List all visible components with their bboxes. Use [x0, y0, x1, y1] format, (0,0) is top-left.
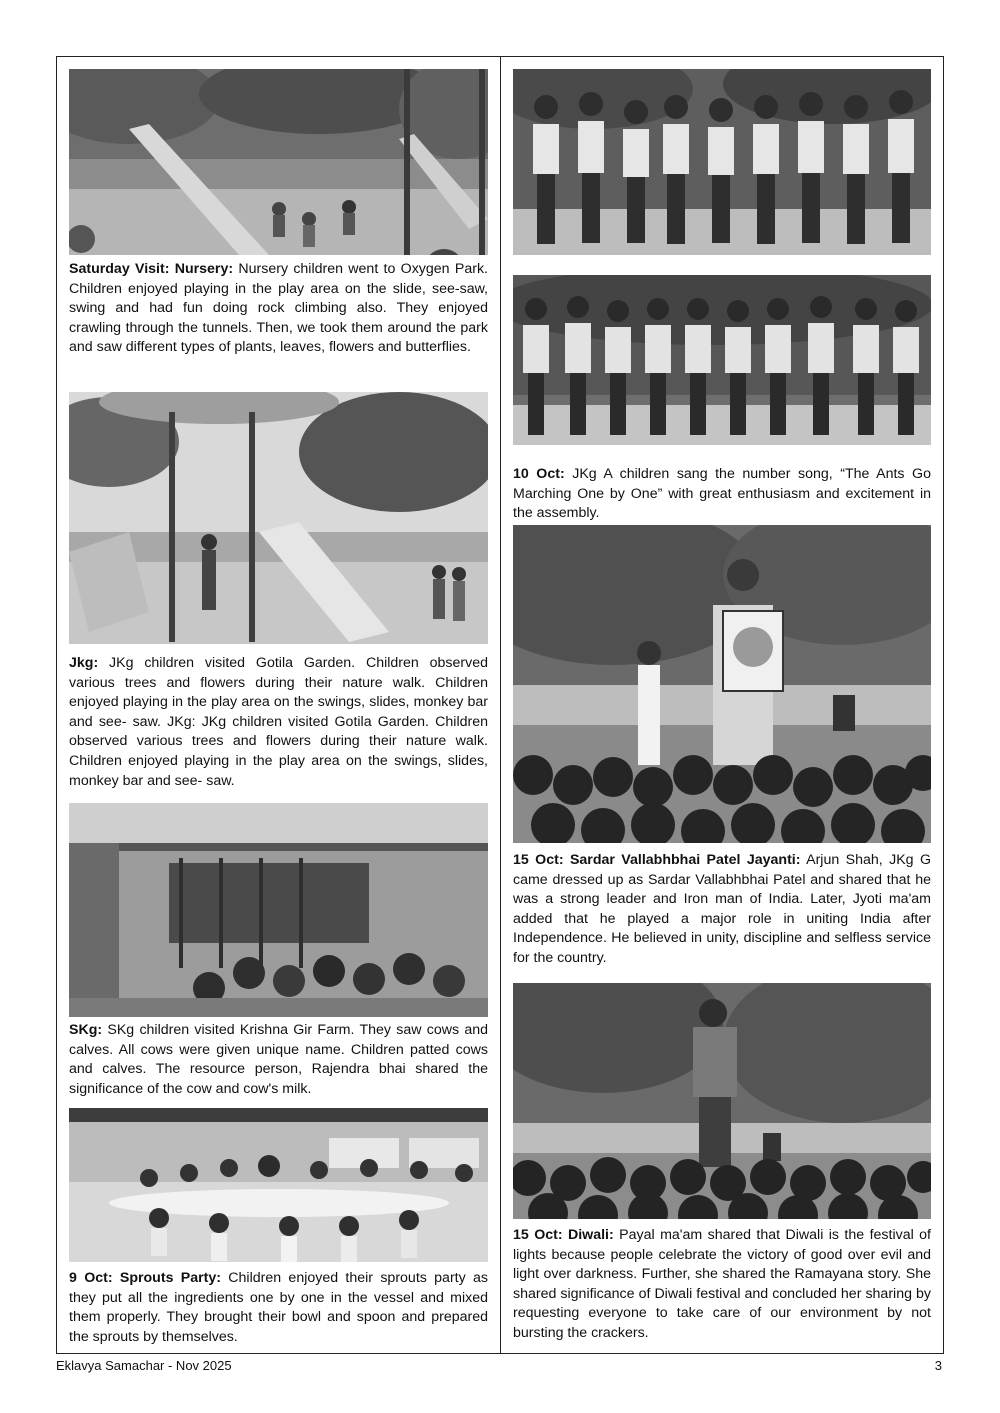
- children-at-cow-farm-photo: [69, 803, 488, 1017]
- caption-text: JKg children visited Gotila Garden. Children observed various trees and flowers during their nature walk. Children enjoyed playing in the play area on the swings, slides, monkey bar and see- saw. JKg: JKg children visited Gotila Garden. Children observed various trees and flowers during their nature walk. Children enjoyed playing in the play area on the swings, slides, monkey bar and see- saw.: [69, 655, 488, 789]
- children-singing-row-1-photo: [513, 69, 931, 255]
- caption-label: 10 Oct:: [513, 466, 565, 482]
- diwali-caption: [513, 1226, 931, 1344]
- caption-label: 15 Oct: Sardar Vallabhbhai Patel Jayanti:: [513, 852, 801, 868]
- patel-jayanti-assembly-photo: [513, 525, 931, 843]
- diwali-talk-assembly-photo: [513, 983, 931, 1219]
- caption-text: Payal ma'am shared that Diwali is the festival of lights because people celebrate the victory of good over evil and light over darkness. Further, she shared the Ramayana story. She shared significance of Diwali festival and concluded her sharing by requesting everyone to take care of our environment by not bursting the crackers.: [513, 1227, 931, 1341]
- page-number: 3: [934, 1358, 942, 1373]
- patel-jayanti-caption: [513, 851, 931, 969]
- skg-caption: [69, 1021, 488, 1099]
- caption-text: Nursery children went to Oxygen Park. Children enjoyed playing in the play area on the slide, see-saw, swing and had fun doing rock climbing also. They enjoyed crawling through the tunnels. Then, we took them around the park and saw different types of plants, leaves, flowers and butterflies.: [69, 261, 488, 356]
- caption-label: Jkg:: [69, 655, 99, 671]
- children-singing-row-2-photo: [513, 275, 931, 445]
- publication-footer: Eklavya Samachar - Nov 2025: [56, 1358, 232, 1373]
- caption-text: JKg A children sang the number song, “The Ants Go Marching One by One” with great enthusiasm and excitement in the assembly.: [513, 466, 931, 522]
- children-sprouts-party-photo: [69, 1108, 488, 1262]
- caption-text: SKg children visited Krishna Gir Farm. They saw cows and calves. All cows were given unique name. Children patted cows and calves. The resource person, Rajendra bhai shared the significance of the cow and cow's milk.: [69, 1022, 488, 1097]
- column-divider: [500, 56, 501, 1354]
- caption-label: 9 Oct: Sprouts Party:: [69, 1270, 221, 1286]
- caption-label: 15 Oct: Diwali:: [513, 1227, 614, 1243]
- caption-text: Arjun Shah, JKg G came dressed up as Sardar Vallabhbhai Patel and shared that he was a strong leader and Iron man of India. Later, Jyoti ma'am added that he played a major role in uniting India after Independence. He believed in unity, discipline and selfless service for the country.: [513, 852, 931, 966]
- sprouts-party-caption: [69, 1269, 488, 1347]
- nursery-caption: [69, 260, 488, 358]
- jkg-caption: [69, 654, 488, 791]
- children-playing-on-slides-photo: [69, 69, 488, 255]
- children-on-play-structure-photo: [69, 392, 488, 644]
- number-song-caption: [513, 465, 931, 524]
- caption-text: Children enjoyed their sprouts party as they put all the ingredients one by one in the vessel and mixed them properly. They brought their bowl and spoon and prepared the sprouts by themselves.: [69, 1270, 488, 1345]
- caption-label: SKg:: [69, 1022, 103, 1038]
- caption-label: Saturday Visit: Nursery:: [69, 261, 234, 277]
